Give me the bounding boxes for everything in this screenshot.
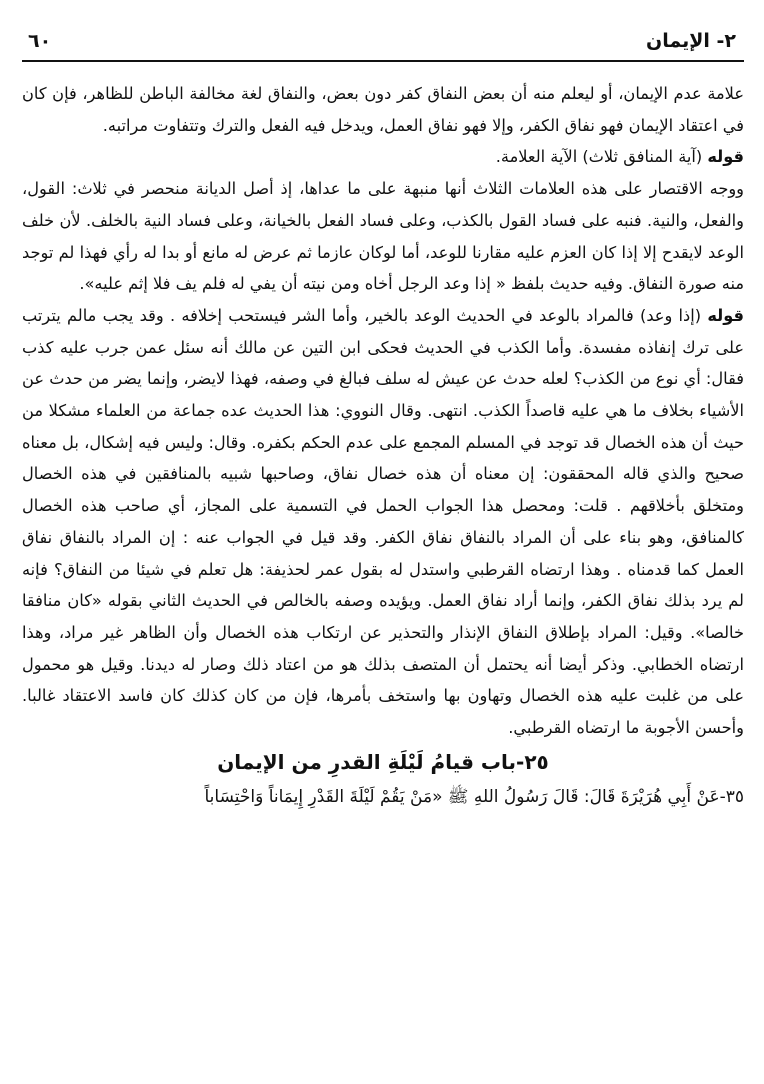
paragraph [22,300,744,744]
page-number: ٦٠ [28,30,52,52]
section-title: ٢- الإيمان [646,30,736,52]
chapter-title: ٢٥-باب قيامُ لَيْلَةِ القدرِ من الإيمان [217,749,549,774]
paragraph [22,141,744,173]
page-header [22,28,744,62]
keyword-qawluhu: قوله [707,305,744,325]
hadith-line: ٣٥-عَنْ أَبِي هُرَيْرَةَ قَالَ: قَالَ رَسُولُ اللهِ ﷺ «مَنْ يَقُمْ لَيْلَةَ القَدْرِ إِيمَاناً وَاحْتِسَاباً [204,786,744,807]
keyword-qawluhu: قوله [707,147,744,167]
paragraph-text: (إذا وعد) فالمراد بالوعد في الحديث الوعد بالخير، وأما الشر فيستحب إخلافه . وقد يجب مالم يترتب على ترك إنفاذه مفسدة. وأما الكذب في الحديث فحكى ابن التين عن مالك أنه سئل عمن جرب عليه كذب فقال: أي نوع من الكذب؟ لعله حدث عن عيش له سلف فبالغ في وصفه، فهذا لايضر، وإنما يضر من حدث عن الأشياء بخلاف ما هي عليه قاصداً الكذب. انتهى. وقال النووي: هذا الحديث عده جماعة من العلماء مشكلا من حيث أن هذه الخصال قد توجد في المسلم المجمع على عدم الحكم بكفره. وقال: وليس فيه إشكال، بل معناه صحيح والذي قاله المحققون: إن معناه أن هذه خصال نفاق، وصاحبها شبيه بالمنافقين في هذه الخصال ومتخلق بأخلاقهم . قلت: ومحصل هذا الجواب الحمل في التسمية على المجاز، أي صاحب هذه الخصال كالمنافق، وهو بناء على أن المراد بالنفاق نفاق الكفر. وقد قيل في الجواب عنه : إن المراد بالنفاق نفاق العمل كما قدمناه . وهذا ارتضاه القرطبي واستدل له بقول عمر لحذيفة: هل تعلم في شيئا من النفاق؟ فإنه لم يرد بذلك نفاق الكفر، وإنما أراد نفاق العمل. ويؤيده وصفه بالخالص في الحديث الثاني بقوله «كان منافقا خالصا». وقيل: المراد بإطلاق النفاق الإنذار والتحذير عن ارتكاب هذه الخصال وأن الظاهر غير مراد، وهذا ارتضاه الخطابي. وذكر أيضا أنه يحتمل أن المتصف بذلك هو من اعتاد ذلك وصار له ديدنا. وقيل هو محمول على من غلبت عليه هذه الخصال وتهاون بها واستخف بأمرها، فإن من كان كذلك كان فاسد الاعتقاد غالبا. وأحسن الأجوبة ما ارتضاه القرطبي. [22,305,744,738]
document-page [22,28,744,1068]
paragraph [22,173,744,300]
paragraph-text: ووجه الاقتصار على هذه العلامات الثلاث أنها منبهة على ما عداها، إذ أصل الديانة منحصر في ثلاث: القول، والفعل، والنية. فنبه على فساد القول بالكذب، وعلى فساد الفعل بالخيانة، وعلى فساد النية بالخلف. لأن خلف الوعد لايقدح إلا إذا كان العزم عليه مقارنا للوعد، أما لوكان عازما ثم عرض له مانع أو بدا له رأي فهذا لم توجد منه صورة النفاق. وفيه حديث بلفظ « إذا وعد الرجل أخاه ومن نيته أن يفي له فلم يف فلا إثم عليه». [22,179,744,294]
commentary-text [22,78,744,744]
paragraph-text: علامة عدم الإيمان، أو ليعلم منه أن بعض النفاق كفر دون بعض، والنفاق لغة مخالفة الباطن للظاهر، فإن كان في اعتقاد الإيمان فهو نفاق الكفر، وإلا فهو نفاق العمل، ويدخل فيه الفعل والترك وتتفاوت مراتبه. [22,84,744,135]
paragraph [22,78,744,141]
paragraph-text: (آية المنافق ثلاث) الآية العلامة. [495,147,708,167]
